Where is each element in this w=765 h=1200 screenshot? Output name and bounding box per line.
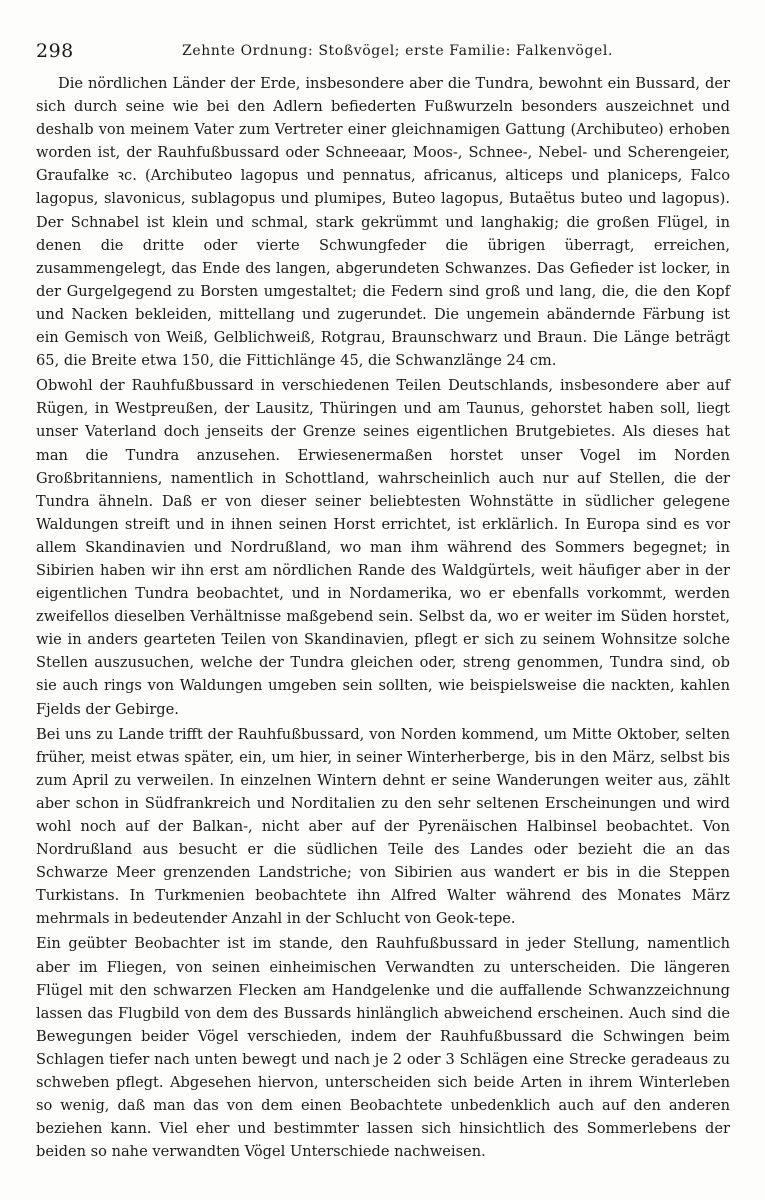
paragraph-range: Obwohl der Rauhfußbussard in verschiedenen Teilen Deutschlands, insbesondere aber auf Rügen, in Westpreußen, der Lausitz, Thüringen und am Taunus, gehorstet haben soll, liegt unser Vaterland doch jenseits der Grenze seines eigentlichen Brutgebietes. Als dieses hat man die Tundra anzusehen. Erwiesenermaßen horstet unser Vogel im Norden Großbritanniens, namentlich in Schottland, wahrscheinlich auch nur auf Stellen, die der Tundra ähneln. Daß er von dieser seiner beliebtesten Wohnstätte in südlicher gelegene Waldungen streift und in ihnen seinen Horst errichtet, ist erklärlich. In Europa sind es vor allem Skandinavien und Nordrußland, wo man ihm während des Sommers begegnet; in Sibirien haben wir ihn erst am nördlichen Rande des Waldgürtels, weit häufiger aber in der eigentlichen Tundra beobachtet, und in Nordamerika, wo er ebenfalls vorkommt, werden zweifellos dieselben Verhältnisse maßgebend sein. Selbst da, wo er weiter im Süden horstet, wie in anders gearteten Teilen von Skandinavien, pflegt er sich zu seinem Wohnsitze solche Stellen auszusuchen, welche der Tundra gleichen oder, streng genommen, Tundra sind, ob sie auch rings von Waldungen umgeben sein sollten, wie beispielsweise die nackten, kahlen Fjelds der Gebirge. <box>36 377 730 718</box>
page-number: 298 <box>36 40 74 62</box>
paragraph-identification: Ein geübter Beobachter ist im stande, den Rauhfußbussard in jeder Stellung, namentlich aber im Fliegen, von seinen einheimischen Verwandten zu unterscheiden. Die längeren Flügel mit den schwarzen Flecken am Handgelenke und die auffallende Schwanzzeichnung lassen das Flugbild von dem des Bussards hinlänglich abweichend erscheinen. Auch sind die Bewegungen beider Vögel verschieden, indem der Rauhfußbussard die Schwingen beim Schlagen tiefer nach unten bewegt und nach je 2 oder 3 Schlägen eine Strecke geradeaus zu schweben pflegt. Abgesehen hiervon, unterscheiden sich beide Arten in ihrem Winterleben so wenig, daß man das von dem einen Beobachtete unbedenklich auch auf den anderen beziehen kann. Viel eher und bestimmter lassen sich hinsichtlich des Sommerlebens der beiden so nahe verwandten Vögel Unterschiede nachweisen. <box>36 935 730 1161</box>
paragraph-migration: Bei uns zu Lande trifft der Rauhfußbussard, von Norden kommend, um Mitte Oktober, selten früher, meist etwas später, ein, um hier, in seiner Winterherberge, bis in den März, selbst bis zum April zu verweilen. In einzelnen Wintern dehnt er seine Wanderungen weiter aus, zählt aber schon in Südfrankreich und Norditalien zu den sehr seltenen Erscheinungen und wird wohl noch auf der Balkan-, nicht aber auf der Pyrenäischen Halbinsel beobachtet. Von Nordrußland aus besucht er die südlichen Teile des Landes oder bezieht die an das Schwarze Meer grenzenden Landstriche; von Sibirien aus wandert er bis in die Steppen Turkistans. In Turkmenien beobachtete ihn Alfred Walter während des Monates März mehrmals in bedeutender Anzahl in der Schlucht von Geok-tepe. <box>36 725 730 928</box>
running-head: Zehnte Ordnung: Stoßvögel; erste Familie: Falkenvögel. <box>182 43 614 59</box>
body-text <box>36 72 730 1165</box>
page-header <box>36 40 730 64</box>
paragraph-description: Die nördlichen Länder der Erde, insbesondere aber die Tundra, bewohnt ein Bussard, der sich durch seine wie bei den Adlern befiederten Fußwurzeln besonders auszeichnet und deshalb von meinem Vater zum Vertreter einer gleichnamigen Gattung (Archibuteo) erhoben worden ist, der Rauhfußbussard oder Schneeaar, Moos-, Schnee-, Nebel- und Scherengeier, Graufalke ꝛc. (Archibuteo lagopus und pennatus, africanus, alticeps und planiceps, Falco lagopus, slavonicus, sublagopus und plumipes, Buteo lagopus, Butaëtus buteo und lagopus). Der Schnabel ist klein und schmal, stark gekrümmt und langhakig; die großen Flügel, in denen die dritte oder vierte Schwungfeder die übrigen überragt, erreichen, zusammengelegt, das Ende des langen, abgerundeten Schwanzes. Das Gefieder ist locker, in der Gurgelgegend zu Borsten umgestaltet; die Federn sind groß und lang, die, die den Kopf und Nacken bekleiden, mittellang und zugerundet. Die ungemein abändernde Färbung ist ein Gemisch von Weiß, Gelblichweiß, Rotgrau, Braunschwarz und Braun. Die Länge beträgt 65, die Breite etwa 150, die Fittichlänge 45, die Schwanzlänge 24 cm. <box>36 75 730 370</box>
